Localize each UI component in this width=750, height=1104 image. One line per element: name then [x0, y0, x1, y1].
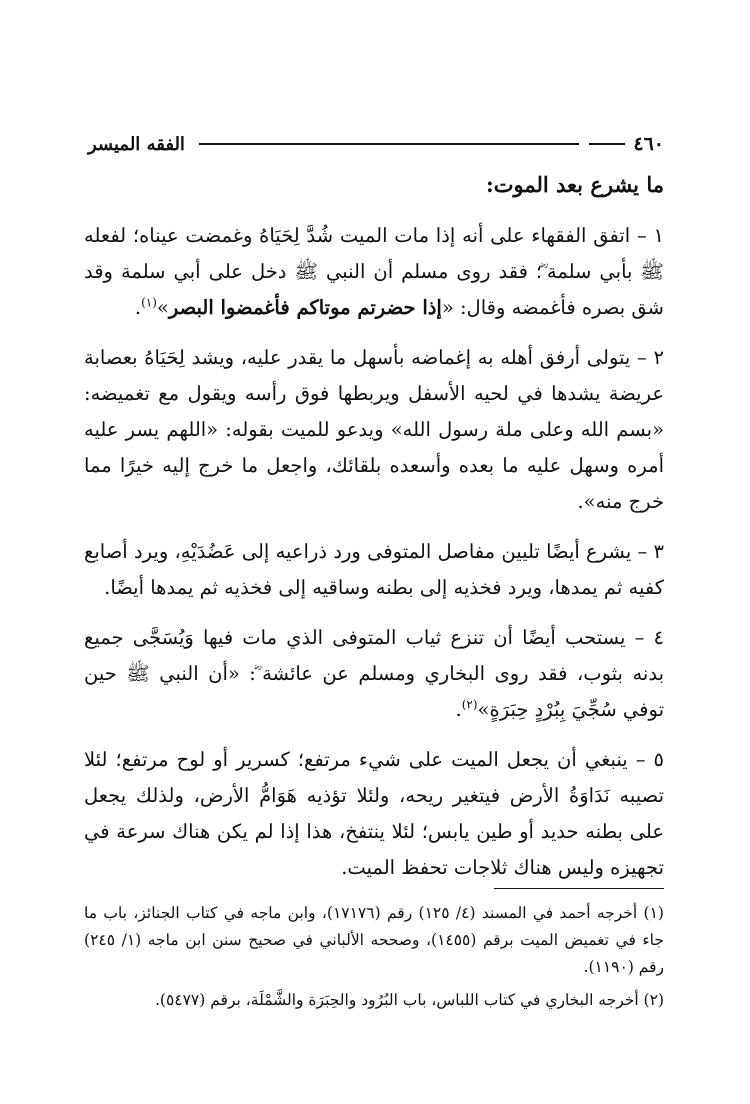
footnote-ref-2[interactable]: (٢) [461, 697, 478, 712]
page-header [88, 129, 664, 159]
paragraph-4-text: ٤ – يستحب أيضًا أن تنزع ثياب المتوفى الذي مات فيها وَيُسَجَّى جميع بدنه بثوب، فقد روى البخاري ومسلم عن عائشة ؓ: «أن النبي ﷺ حين توفي سُجِّيَ بِبُرْدٍ حِبَرَةٍ» [84, 626, 664, 721]
footnote-1: (١) أخرجه أحمد في المسند (٤/ ١٢٥) رقم (١٧١٧٦)، وابن ماجه في كتاب الجنائز، باب ما جاء في تغميض الميت برقم (١٤٥٥)، وصححه الألباني في صحيح سنن ابن ماجه (١/ ٢٤٥) رقم (١١٩٠). [84, 904, 664, 976]
quote-close: » [156, 296, 169, 319]
book-title: الفقه الميسر [88, 133, 185, 155]
paragraph-2: ٢ – يتولى أرفق أهله به إغماضه بأسهل ما يقدر عليه، ويشد لِحَيَاهُ بعصابة عريضة يشدها في لحيه الأسفل ويربطها فوق رأسه ويقول مع تغميضه: «بسم الله وعلى ملة رسول الله» ويدعو للميت بقوله: «اللهم يسر عليه أمره وسهل عليه ما بعده وأسعده بلقائك، واجعل ما خرج إليه خيرًا مما خرج منه». [84, 346, 664, 513]
header-rule-long [199, 143, 579, 145]
paragraph-4-end: . [455, 698, 462, 721]
paragraph-1-text: ١ – اتفق الفقهاء على أنه إذا مات الميت شُدَّ لِحَيَاهُ وغمضت عيناه؛ لفعله ﷺ بأبي سلمة ؓ؛ فقد روى مسلم أن النبي ﷺ دخل على أبي سلمة وقد شق بصره فأغمضه وقال: « [84, 224, 664, 319]
paragraph-1 [84, 218, 664, 326]
section-title: ما يشرع بعد الموت: [485, 172, 664, 197]
main-text [84, 218, 664, 900]
paragraph-1-end: . [134, 296, 142, 319]
footnote-2: (٢) أخرجه البخاري في كتاب اللباس، باب البُرُود والحِبَرَة والشَّمْلَة، برقم (٥٤٧٧). [154, 991, 664, 1009]
footnote-divider [494, 888, 664, 889]
paragraph-4 [84, 620, 664, 728]
hadith-quote-bold: إذا حضرتم موتاكم فأغمضوا البصر [168, 296, 442, 319]
header-rule-short [589, 143, 625, 145]
paragraph-5: ٥ – ينبغي أن يجعل الميت على شيء مرتفع؛ كسرير أو لوح مرتفع؛ لئلا تصيبه نَدَاوَةُ الأرض فيتغير ريحه، ولئلا تؤذيه هَوَامُّ الأرض، ولذلك يجعل على بطنه حديد أو طين يابس؛ لئلا ينتفخ، هذا إذا لم يكن هناك سرعة في تجهيزه وليس هناك ثلاجات تحفظ الميت. [84, 748, 664, 879]
footnotes [84, 900, 664, 1020]
page-number: ٤٦٠ [633, 133, 664, 155]
footnote-ref-1[interactable]: (١) [141, 295, 157, 310]
paragraph-3: ٣ – يشرع أيضًا تليين مفاصل المتوفى ورد ذراعيه إلى عَضُدَيْهِ، ويرد أصابع كفيه ثم يمدها، ويرد فخذيه إلى بطنه وساقيه إلى فخذيه ثم يمدها أيضًا. [84, 540, 664, 599]
